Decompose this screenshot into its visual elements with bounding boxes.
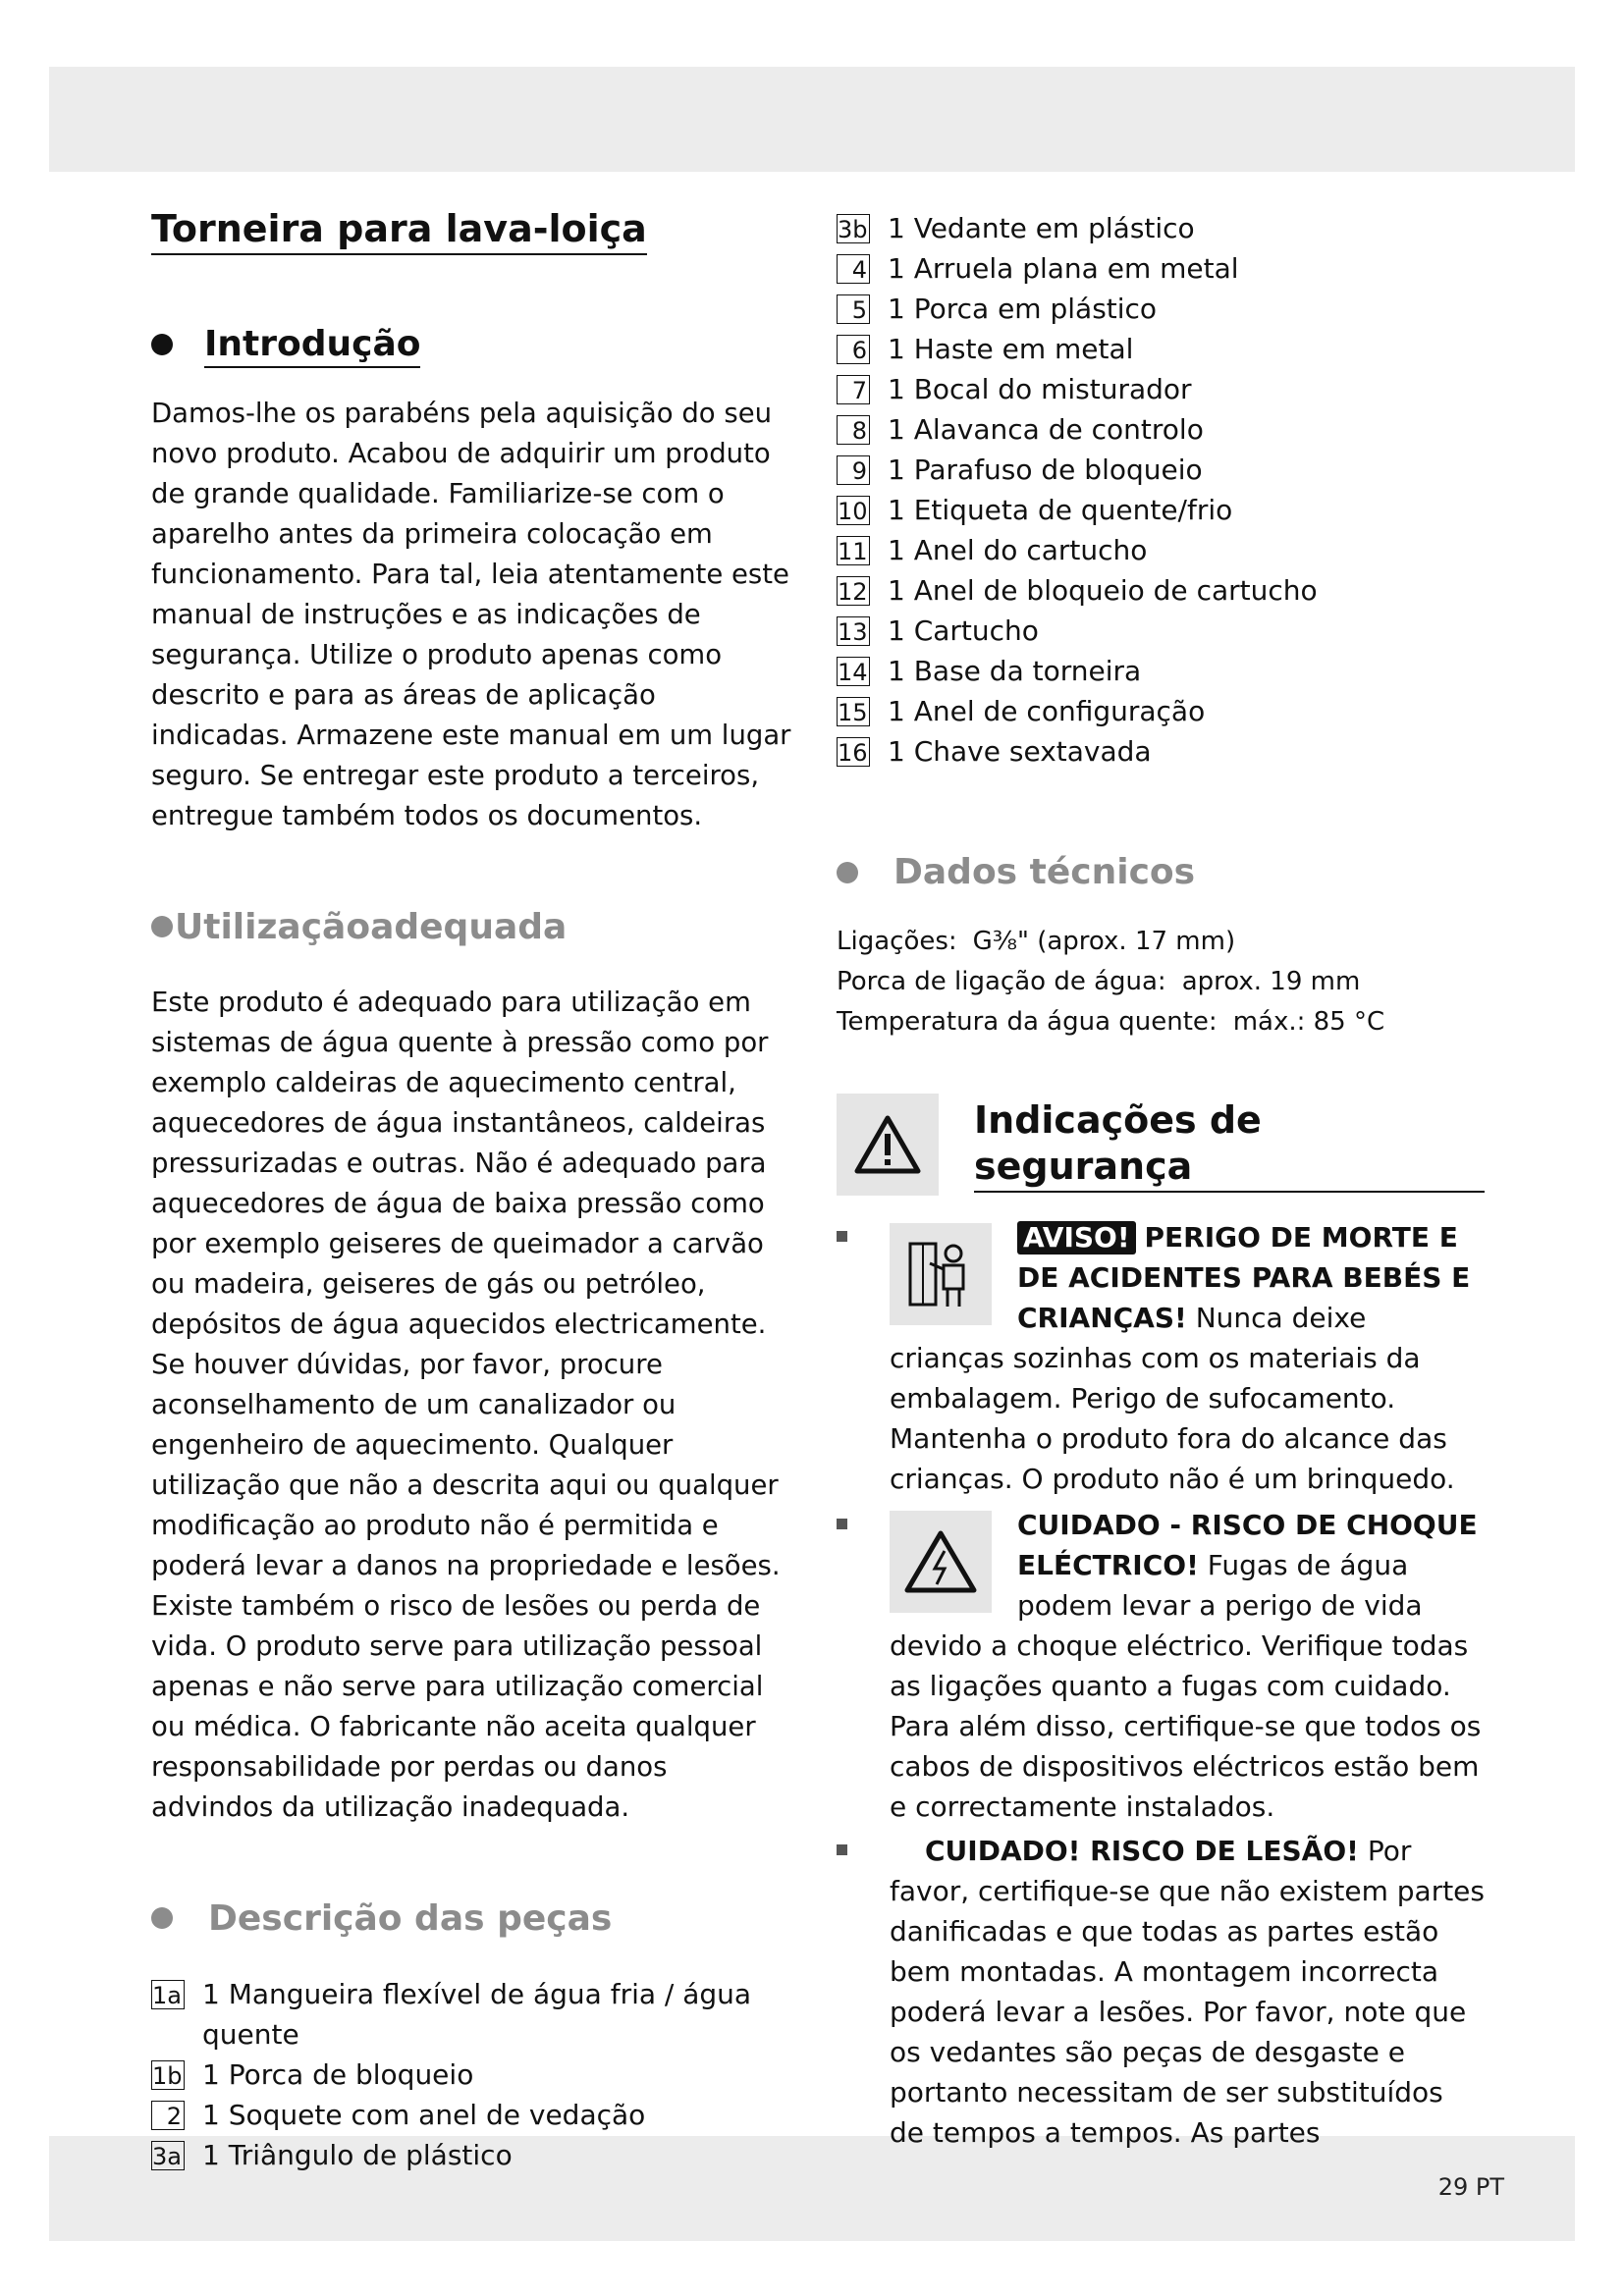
intro-paragraph: Damos-lhe os parabéns pela aquisição do seu novo produto. Acabou de adquirir um produto de grande qualidade. Familiarize-se com o aparelho antes da primeira colocação em funcionamento. Para tal, leia atentamente este manual de instruções e as indicações de segurança. Utilize o produto apenas como descrito e para as áreas de aplicação indicadas. Armazene este manual em um lugar seguro. Se entregar este produto a terceiros, entregue também todos os documentos.	[151, 397, 791, 831]
right-column	[837, 196, 1485, 2153]
bullet-dot-icon	[151, 916, 173, 937]
list-item: 10 1 Etiqueta de quente/frio	[838, 494, 1233, 526]
header-band	[49, 67, 1575, 172]
safety-item-children	[837, 1217, 1485, 1499]
intro-heading-label: Introdução	[204, 322, 420, 368]
intro-heading	[151, 322, 793, 368]
safety-heading-label: Indicações de segurança	[974, 1097, 1485, 1193]
list-item: 12 1 Anel de bloqueio de cartucho	[838, 574, 1318, 607]
list-item: 8 1 Alavanca de controlo	[837, 409, 1485, 450]
safety-heading	[837, 1094, 1485, 1196]
safety-warning-text: Fugas de água podem levar a perigo de vida devido a choque eléctrico. Verifique todas as ligações quanto a fugas com cuidado. Para além disso, certifique-se que todos os cabos de dispositivos eléctricos estão bem e correctamente instalados.	[890, 1549, 1482, 1823]
list-item: 3b 1 Vedante em plástico	[838, 212, 1195, 244]
left-column	[151, 196, 793, 2175]
bullet-dot-icon	[151, 1907, 173, 1929]
bullet-dot-icon	[151, 334, 173, 355]
square-bullet-icon	[837, 1844, 847, 1855]
list-item: 4 1 Arruela plana em metal	[837, 248, 1485, 289]
parts-heading-label: Descrição das peças	[208, 1897, 613, 1939]
list-item: 1b 1 Porca de bloqueio	[152, 2057, 474, 2091]
list-item: 7 1 Bocal do misturador	[837, 369, 1485, 409]
safety-warning-text: Nunca deixe crianças sozinhas com os materiais da embalagem. Perigo de sufocamento. Mantenha o produto fora do alcance das crianças. O produto não é um brinquedo.	[890, 1302, 1455, 1495]
list-item: 13 1 Cartucho	[838, 614, 1039, 647]
electric-shock-icon	[890, 1511, 992, 1613]
list-item: 16 1 Chave sextavada	[838, 735, 1152, 768]
tech-heading	[837, 852, 1485, 892]
child-window-icon	[890, 1223, 992, 1325]
usage-heading	[151, 907, 793, 947]
parts-list-left	[151, 1974, 793, 2175]
page-number: 29 PT	[1437, 2173, 1504, 2201]
safety-item-electric	[837, 1505, 1485, 1827]
tech-heading-label: Dados técnicos	[893, 852, 1196, 892]
list-item: 9 1 Parafuso de bloqueio	[837, 450, 1485, 490]
list-item: 5 1 Porca em plástico	[837, 289, 1485, 329]
list-item: 14 1 Base da torneira	[838, 655, 1142, 687]
safety-warning-bold: PERIGO DE MORTE E DE ACIDENTES PARA BEBÉS E CRIANÇAS!	[1017, 1221, 1471, 1334]
list-item: 6 1 Haste em metal	[837, 329, 1485, 369]
tech-row: Ligações: G⅜" (aprox. 17 mm)	[837, 927, 1236, 956]
aviso-badge: AVISO!	[1017, 1221, 1136, 1255]
list-item: 15 1 Anel de configuração	[838, 695, 1206, 727]
usage-heading-label: Utilizaçãoadequada	[175, 906, 568, 947]
list-item: 11 1 Anel do cartucho	[838, 534, 1148, 566]
safety-warning-bold: CUIDADO - RISCO DE CHOQUE ELÉCTRICO!	[1017, 1509, 1478, 1581]
parts-list-right	[837, 208, 1485, 772]
tech-table	[837, 922, 1485, 1042]
tech-row: Porca de ligação de água: aprox. 19 mm	[837, 967, 1361, 996]
safety-warning-bold: CUIDADO! RISCO DE LESÃO!	[925, 1835, 1359, 1867]
bullet-dot-icon	[837, 862, 858, 883]
page-title: Torneira para lava-loiça	[151, 206, 647, 255]
list-item: 3a 1 Triângulo de plástico	[152, 2138, 513, 2171]
usage-paragraph: Este produto é adequado para utilização em sistemas de água quente à pressão como por exemplo caldeiras de aquecimento central, aquecedores de água instantâneos, caldeiras pressurizadas e outras. Não é adequado para aquecedores de água de baixa pressão como por exemplo geiseres de queimador a carvão ou madeira, geiseres de gás ou petróleo, depósitos de água aquecidos electricamente. Se houver dúvidas, por favor, procure aconselhamento de um canalizador ou engenheiro de aquecimento. Qualquer utilização que não a descrita aqui ou qualquer modificação ao produto não é permitida e poderá levar a danos na propriedade e lesões. Existe também o risco de lesões ou perda de vida. O produto serve para utilização pessoal apenas e não serve para utilização comercial ou médica. O fabricante não aceita qualquer responsabilidade por perdas ou danos advindos da utilização inadequada.	[151, 986, 781, 1823]
safety-item-injury	[837, 1831, 1485, 2153]
list-item: 1a 1 Mangueira flexível de água fria / água quente	[152, 1977, 752, 2051]
tech-row: Temperatura da água quente: máx.: 85 °C	[837, 1007, 1385, 1037]
list-item: 2 1 Soquete com anel de vedação	[151, 2095, 793, 2135]
square-bullet-icon	[837, 1519, 847, 1529]
safety-warning-text: Por favor, certifique-se que não existem partes danificadas e que todas as partes estão bem montadas. A montagem incorrecta poderá levar a lesões. Por favor, note que os vedantes são peças de desgaste e portanto necessitam de ser substituídos de tempos a tempos. As partes	[890, 1835, 1485, 2149]
parts-heading	[151, 1898, 793, 1939]
warning-triangle-icon	[837, 1094, 939, 1196]
square-bullet-icon	[837, 1231, 847, 1242]
